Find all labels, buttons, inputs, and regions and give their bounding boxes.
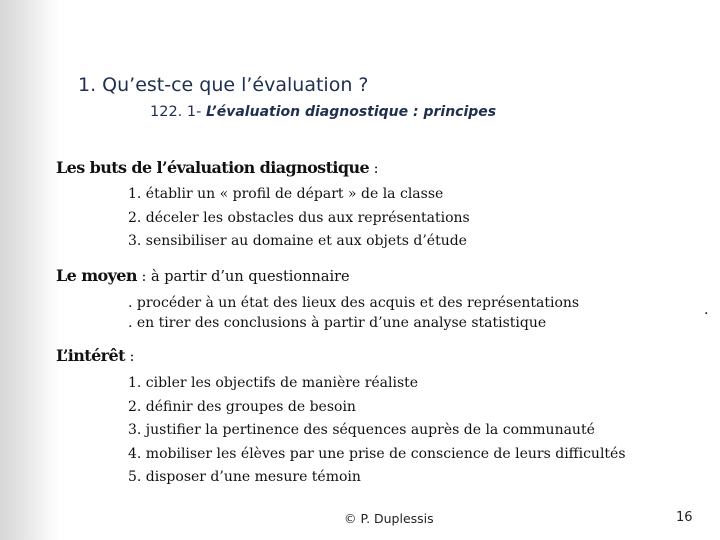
list-item: 2. déceler les obstacles dus aux représentations bbox=[128, 209, 470, 226]
subtitle-text: L’évaluation diagnostique : principes bbox=[205, 104, 497, 120]
list-item: . procéder à un état des lieux des acquis et des représentations bbox=[128, 295, 580, 311]
buts-heading-label: Les buts de l’évaluation diagnostique bbox=[56, 158, 370, 177]
left-gradient-band bbox=[0, 0, 60, 540]
list-item: 1. cibler les objectifs de manière réaliste bbox=[128, 375, 419, 391]
list-item: 4. mobiliser les élèves par une prise de conscience de leurs difficultés bbox=[128, 445, 626, 462]
list-item: 5. disposer d’une mesure témoin bbox=[128, 469, 361, 485]
interet-heading-label: L’intérêt bbox=[56, 346, 125, 365]
footer-author: © P. Duplessis bbox=[344, 511, 434, 526]
list-item: 3. justifier la pertinence des séquences auprès de la communauté bbox=[128, 422, 595, 438]
list-item: . en tirer des conclusions à partir d’une analyse statistique bbox=[128, 315, 547, 331]
list-item: 2. définir des groupes de besoin bbox=[128, 398, 356, 415]
moyen-heading-suffix: : à partir d’un questionnaire bbox=[136, 269, 350, 285]
slide-subtitle bbox=[150, 104, 496, 120]
moyen-list bbox=[128, 293, 579, 333]
trailing-dot: . bbox=[704, 302, 709, 318]
interet-heading bbox=[56, 346, 134, 365]
buts-list bbox=[128, 183, 470, 254]
buts-heading-suffix: : bbox=[369, 161, 379, 177]
interet-heading-suffix: : bbox=[124, 349, 135, 365]
subtitle-number: 122. 1- bbox=[150, 104, 202, 120]
buts-heading bbox=[56, 158, 379, 177]
interet-list bbox=[128, 372, 626, 490]
moyen-heading-label: Le moyen bbox=[56, 266, 137, 285]
moyen-heading bbox=[56, 266, 350, 285]
page-number: 16 bbox=[676, 510, 693, 525]
list-item: 1. établir un « profil de départ » de la classe bbox=[128, 186, 444, 202]
slide-title: 1. Qu’est-ce que l’évaluation ? bbox=[78, 74, 369, 96]
list-item: 3. sensibiliser au domaine et aux objets d’étude bbox=[128, 233, 467, 249]
